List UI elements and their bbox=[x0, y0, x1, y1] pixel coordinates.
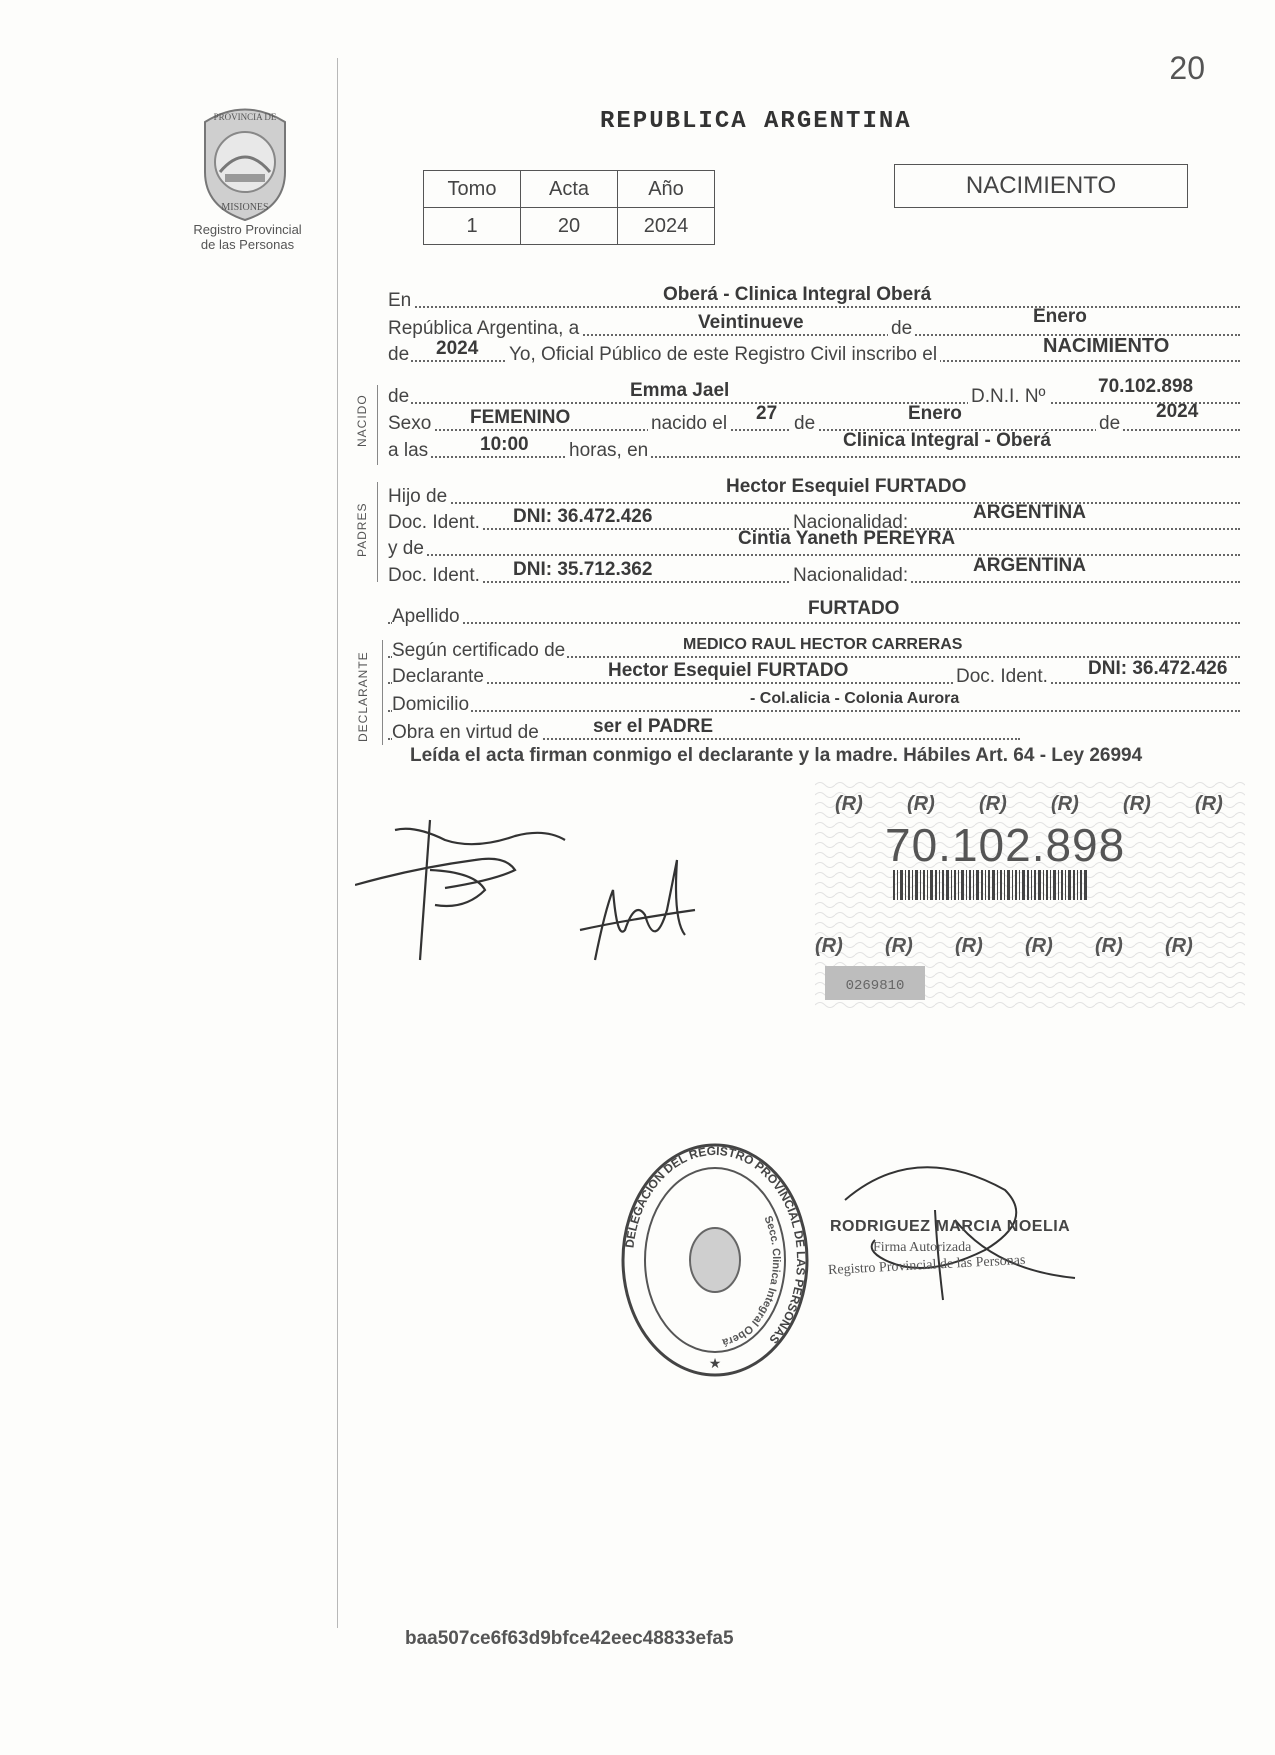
registry-header-row bbox=[424, 171, 715, 208]
declarante-rule bbox=[382, 640, 383, 745]
value-anio: 2024 bbox=[618, 208, 715, 245]
stamp-outer-text: DELEGACION DEL REGISTRO PROVINCIAL DE LAS PERSONAS bbox=[622, 1143, 809, 1347]
row-mother-doc bbox=[388, 555, 1240, 589]
label-oficial: Yo, Oficial Público de este Registro Civil inscribo el bbox=[506, 344, 940, 366]
row-address bbox=[388, 688, 1240, 718]
value-month: Enero bbox=[1033, 306, 1087, 327]
section-padres: PADRES bbox=[355, 502, 369, 557]
svg-text:★: ★ bbox=[708, 1355, 722, 1371]
label-en: En bbox=[388, 290, 412, 311]
official-stamp bbox=[620, 1140, 810, 1380]
label-segun: Según certificado de bbox=[392, 640, 566, 661]
label-doc-1: Doc. Ident. bbox=[388, 512, 480, 533]
label-sexo: Sexo bbox=[388, 413, 432, 434]
svg-text:(R): (R) bbox=[1095, 935, 1123, 957]
header-tomo: Tomo bbox=[424, 171, 521, 208]
value-name: Emma Jael bbox=[630, 380, 730, 401]
svg-text:(R): (R) bbox=[1025, 935, 1053, 957]
value-address: - Col.alicia - Colonia Aurora bbox=[750, 690, 960, 707]
svg-text:(R): (R) bbox=[979, 793, 1007, 815]
logo-caption-line-2: de las Personas bbox=[200, 237, 295, 252]
label-de-5: de bbox=[1096, 413, 1123, 435]
logo-caption bbox=[175, 222, 320, 252]
value-declarant-doc: DNI: 36.472.426 bbox=[1088, 658, 1228, 679]
section-declarante: DECLARANTE bbox=[356, 651, 370, 742]
signatory-role: Firma Autorizada bbox=[873, 1240, 972, 1255]
label-y-de: y de bbox=[388, 538, 424, 559]
row-place bbox=[388, 284, 1240, 314]
value-place: Oberá - Clinica Integral Oberá bbox=[663, 284, 932, 305]
label-de-4: de bbox=[791, 413, 818, 435]
section-nacido: NACIDO bbox=[355, 394, 369, 447]
value-mother: Cintia Yaneth PEREYRA bbox=[738, 528, 956, 549]
signatory-name: RODRIGUEZ MARCIA NOELIA bbox=[830, 1218, 1071, 1235]
value-tomo: 1 bbox=[424, 208, 521, 245]
security-sticker bbox=[815, 780, 1245, 1010]
header-anio: Año bbox=[618, 171, 715, 208]
value-birth-place: Clinica Integral - Oberá bbox=[843, 430, 1051, 451]
signatory-org: Registro Provincial de las Personas bbox=[827, 1252, 1026, 1279]
value-mother-doc: DNI: 35.712.362 bbox=[513, 559, 653, 580]
svg-text:(R): (R) bbox=[1195, 793, 1223, 815]
value-acta: 20 bbox=[521, 208, 618, 245]
row-time bbox=[388, 430, 1240, 464]
province-seal-logo bbox=[190, 102, 300, 222]
document-title: REPUBLICA ARGENTINA bbox=[600, 108, 912, 135]
svg-text:(R): (R) bbox=[1165, 935, 1193, 957]
value-certificate: MEDICO RAUL HECTOR CARRERAS bbox=[683, 636, 963, 653]
header-acta: Acta bbox=[521, 171, 618, 208]
svg-text:(R): (R) bbox=[1123, 793, 1151, 815]
value-surname: FURTADO bbox=[808, 598, 900, 619]
label-hijo: Hijo de bbox=[388, 486, 448, 507]
svg-text:(R): (R) bbox=[885, 935, 913, 957]
svg-text:(R): (R) bbox=[1051, 793, 1079, 815]
label-a-las: a las bbox=[388, 440, 429, 461]
value-father: Hector Esequiel FURTADO bbox=[726, 476, 967, 497]
label-obra: Obra en virtud de bbox=[392, 722, 539, 743]
value-birth-year: 2024 bbox=[1156, 401, 1199, 422]
label-doc-3: Doc. Ident. bbox=[953, 666, 1051, 688]
label-horas: horas, en bbox=[566, 440, 651, 462]
closing-text: Leída el acta firman conmigo el declarante y la madre. Hábiles Art. 64 - Ley 26994 bbox=[410, 745, 1143, 766]
label-de-1: de bbox=[888, 318, 915, 340]
value-father-nat: ARGENTINA bbox=[973, 502, 1086, 523]
svg-text:(R): (R) bbox=[815, 935, 843, 957]
value-act-kind: NACIMIENTO bbox=[1043, 335, 1170, 357]
logo-caption-line-1: Registro Provincial bbox=[193, 222, 302, 237]
row-declarant bbox=[388, 660, 1240, 690]
label-nac-1: Nacionalidad: bbox=[790, 512, 911, 534]
svg-text:(R): (R) bbox=[955, 935, 983, 957]
declarant-signature bbox=[355, 810, 775, 1010]
value-sex: FEMENINO bbox=[470, 407, 571, 428]
act-type-box: NACIMIENTO bbox=[894, 164, 1188, 208]
label-doc-2: Doc. Ident. bbox=[388, 565, 480, 586]
label-nacido: nacido el bbox=[648, 413, 730, 435]
document-hash: baa507ce6f63d9bfce42eec48833efa5 bbox=[405, 1628, 734, 1649]
value-mother-nat: ARGENTINA bbox=[973, 555, 1086, 576]
row-year bbox=[388, 335, 1240, 368]
row-sex bbox=[388, 401, 1240, 437]
row-name bbox=[388, 376, 1240, 410]
value-dni: 70.102.898 bbox=[1098, 376, 1194, 397]
nacido-rule bbox=[377, 385, 378, 465]
label-declarante: Declarante bbox=[392, 666, 484, 687]
label-de-2: de bbox=[388, 344, 410, 365]
security-small-number: 0269810 bbox=[845, 978, 905, 994]
label-dni: D.N.I. Nº bbox=[968, 386, 1049, 408]
label-nac-2: Nacionalidad: bbox=[790, 565, 911, 587]
value-year: 2024 bbox=[436, 338, 479, 359]
label-domicilio: Domicilio bbox=[392, 694, 470, 715]
row-surname bbox=[388, 600, 1240, 630]
value-birth-day: 27 bbox=[756, 403, 778, 424]
label-republica: República Argentina, a bbox=[388, 318, 580, 339]
svg-text:(R): (R) bbox=[835, 793, 863, 815]
security-number: 70.102.898 bbox=[885, 819, 1126, 871]
label-de-3: de bbox=[388, 386, 410, 407]
value-father-doc: DNI: 36.472.426 bbox=[513, 506, 653, 527]
logo-bottom-text: MISIONES bbox=[221, 202, 269, 213]
padres-rule bbox=[377, 482, 378, 582]
stamp-inner-text: Secc. Clinica Integral Oberá bbox=[721, 1214, 783, 1349]
row-mother bbox=[388, 528, 1240, 562]
registry-value-row bbox=[424, 208, 715, 245]
value-reason: ser el PADRE bbox=[593, 716, 714, 737]
svg-text:(R): (R) bbox=[907, 793, 935, 815]
left-margin-rule bbox=[337, 58, 338, 1628]
value-birth-month: Enero bbox=[908, 403, 962, 424]
registry-table bbox=[423, 170, 715, 245]
value-birth-time: 10:00 bbox=[480, 434, 529, 455]
page-number: 20 bbox=[1169, 50, 1205, 86]
logo-top-text: PROVINCIA DE bbox=[213, 112, 277, 122]
label-apellido: Apellido bbox=[392, 606, 460, 627]
value-declarant: Hector Esequiel FURTADO bbox=[608, 660, 849, 681]
value-day-words: Veintinueve bbox=[698, 312, 804, 333]
